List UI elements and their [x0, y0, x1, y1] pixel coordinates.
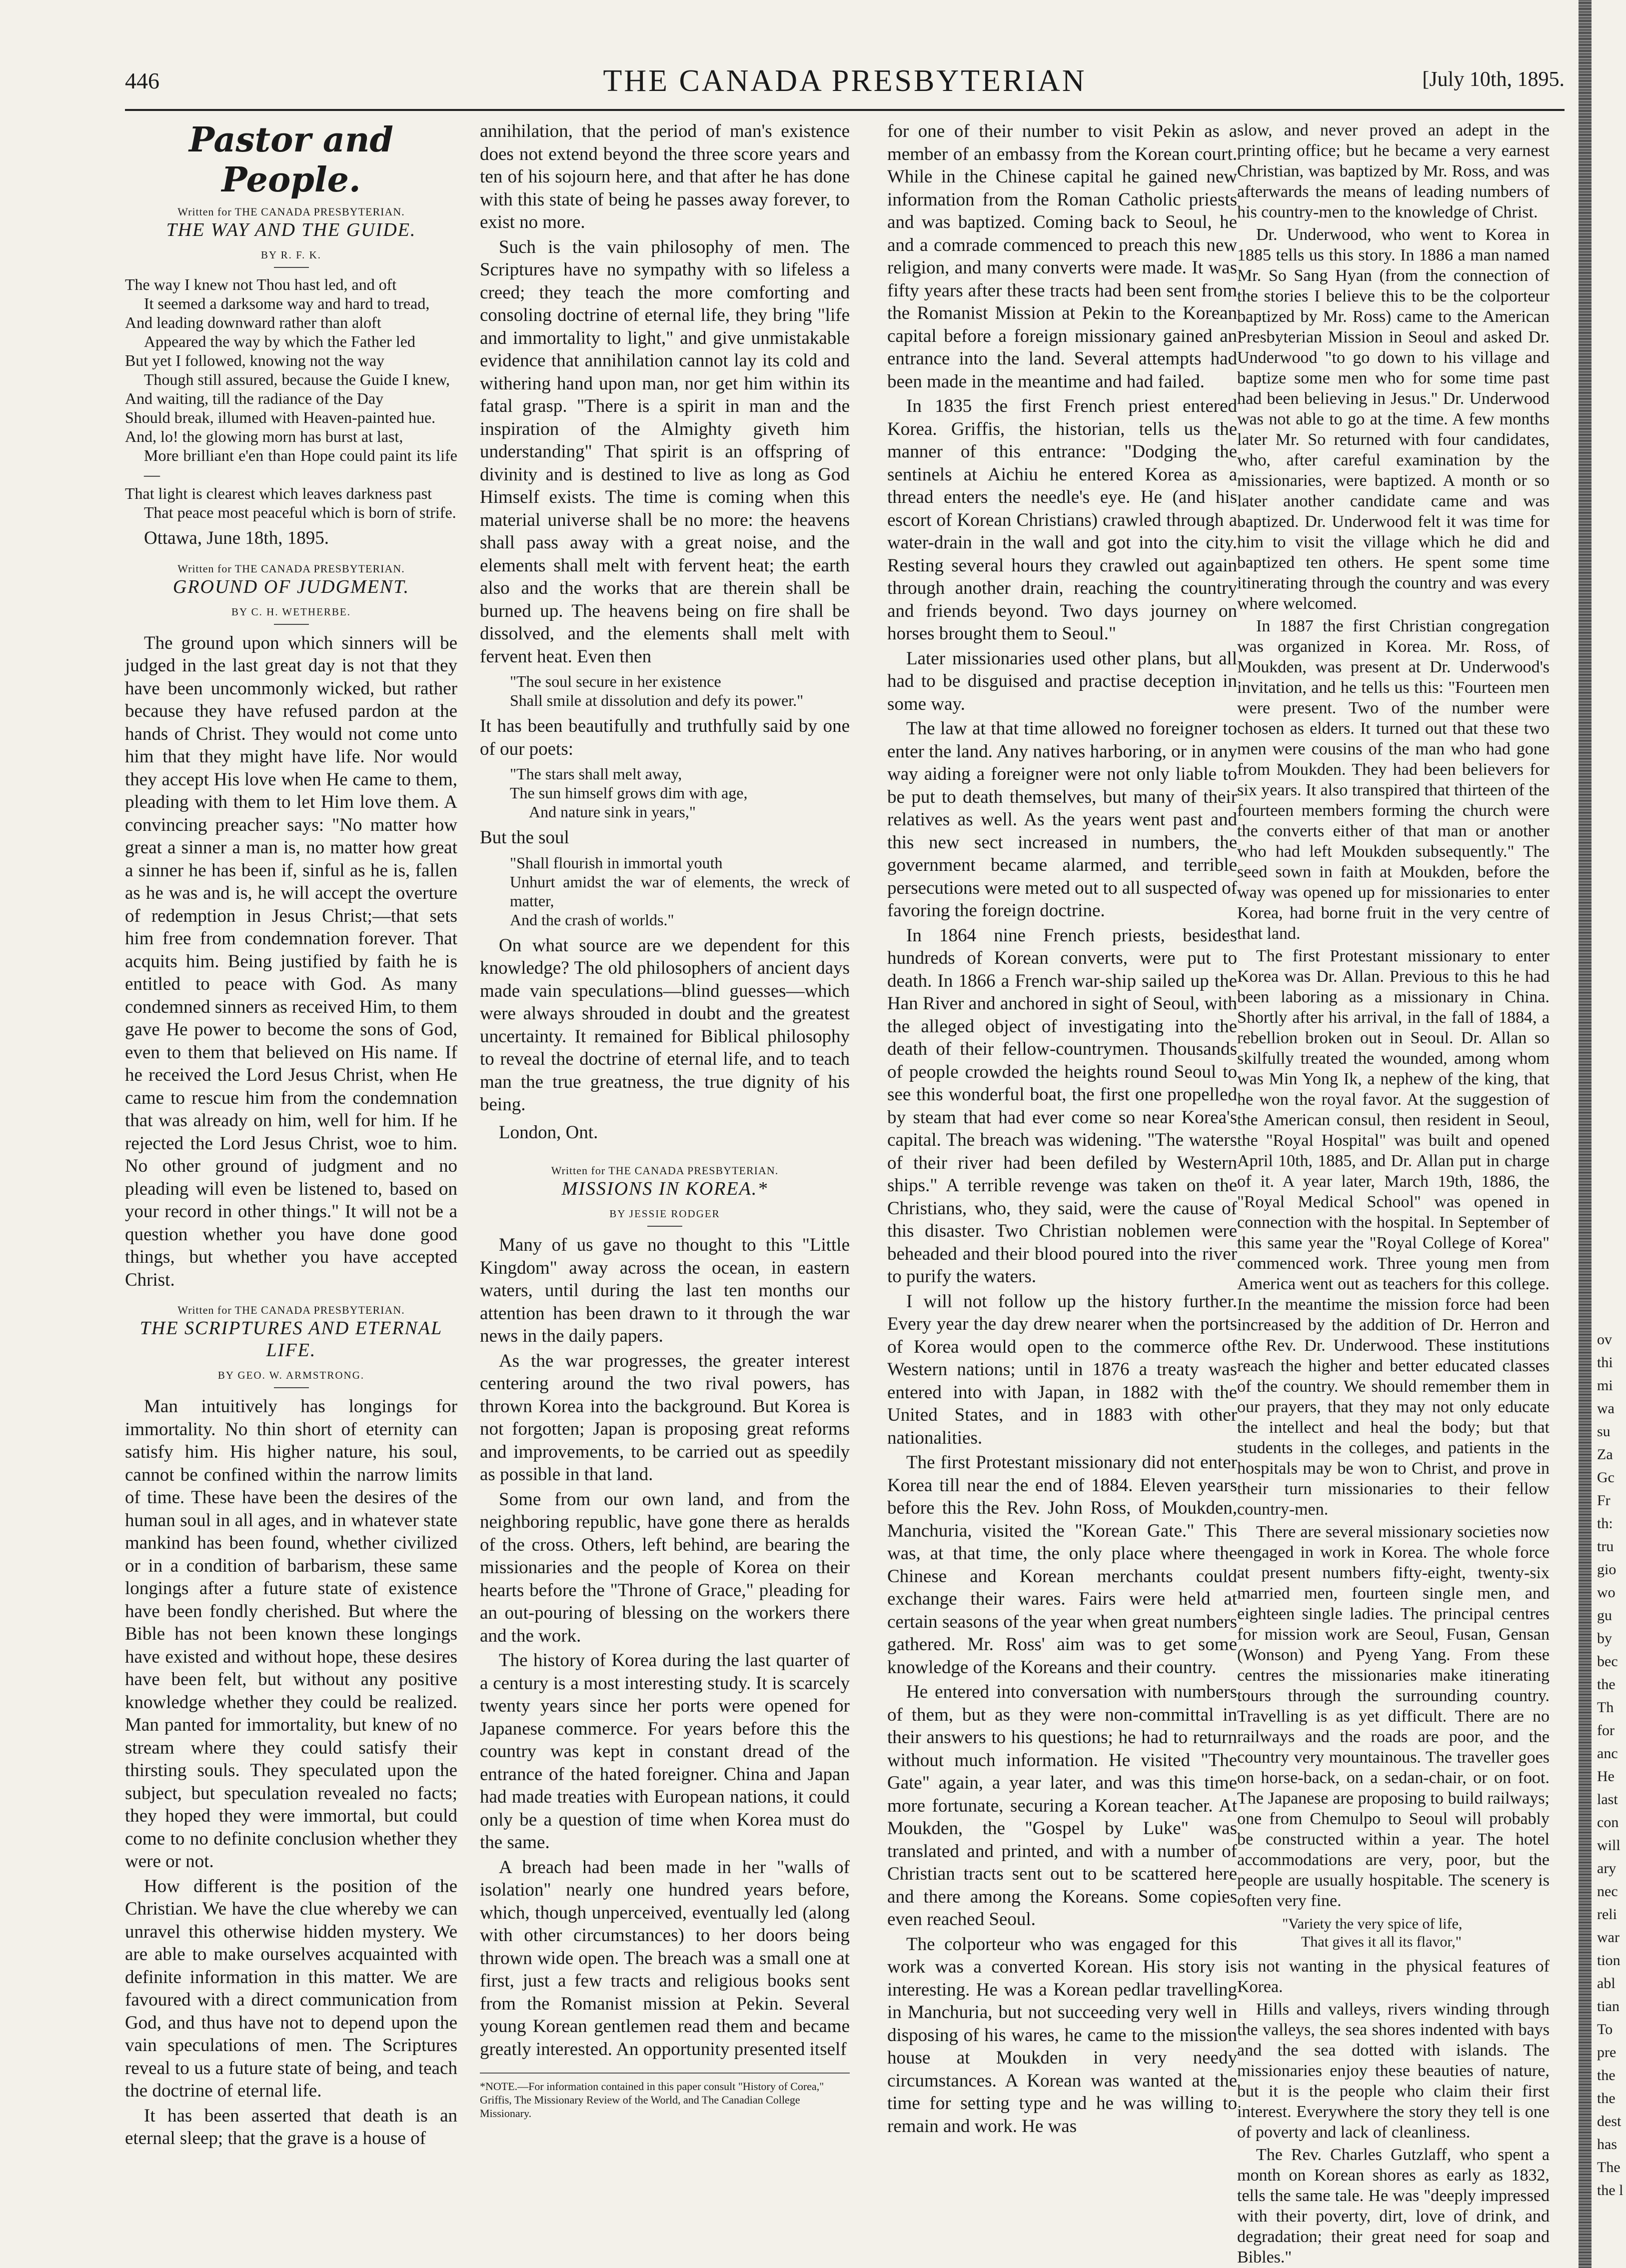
page-header — [125, 64, 1565, 107]
margin-fragment: To — [1597, 2021, 1613, 2038]
column-2 — [480, 120, 850, 2210]
paragraph: He entered into conversation with numbers of them, but as they were non-committal in their answers to his questions; he had to return without much information. He visited "The Gate" again, a year later, and was this time more fortunate, securing a Korean teacher. At Moukden, the "Gospel by Luke" was translated and printed, and with a number of Christian tracts sent out to be scattered here and there among the Koreans. Some copies even reached Seoul. — [887, 1682, 1237, 1930]
paragraph: Such is the vain philosophy of men. The Scriptures have no sympathy with so lifeless a creed; they teach the more comforting and consoling doctrine of eternal life, they bring "life and immortality to light," and give unmistakable evidence that annihilation cannot lay its cold and withering hand upon man, nor get him within its fatal grasp. "There is a spirit in man and the inspiration of the Almighty giveth him understanding" That spirit is an offspring of divinity and is destined to live as long as God Himself exists. The time is coming when this material universe shall be no more: the heavens shall pass away with a great noise, and the elements shall melt with fervent heat; the earth also and the works that are therein shall be burned up. The heavens being on fire shall be dissolved, and the elements shall melt with fervent heat. Even then — [480, 236, 850, 667]
poem-line: And, lo! the glowing morn has burst at last, — [125, 427, 403, 445]
margin-fragment: gu — [1597, 1607, 1612, 1624]
poem-line: Should break, illumed with Heaven-painted hue. — [125, 408, 436, 426]
paragraph: The first Protestant missionary to enter Korea was Dr. Allan. Previous to this he had been laboring as a missionary in China. Shortly after his arrival, in the fall of 1884, a rebellion broken out in Seoul. Dr. Allan so skilfully treated the wounded, among whom was Min Yong Ik, a nephew of the king, that he won the royal favor. At the suggestion of the American consul, then resident in Seoul, the "Royal Hospital" was built and opened April 10th, 1885, and Dr. Allan put in charge of it. A year later, March 19th, 1886, the "Royal Medical School" was opened in connection with the hospital. In September of this same year the "Royal College of Korea" commenced work. Three young men from America went out as teachers for this college. In the meantime the mission force had been increased by the addition of Dr. Herron and the Rev. Dr. Underwood. These institutions reach the higher and better educated classes of the country. We should remember them in our prayers, that they may not only educate the intellect and heal the body; but that students in the colleges, and patients in the hospitals may be won to Christ, and prove in their turn missionaries to their fellow country-men. — [1237, 947, 1550, 1519]
margin-fragment: wa — [1597, 1400, 1615, 1417]
paragraph: The law at that time allowed no foreigner to enter the land. Any natives harboring, or in any way aiding a foreigner were not only liable to be put to death themselves, but many of their relatives as well. As the years went past and this new sect increased in numbers, the government became alarmed, and terrible persecutions were meted out to all suspected of favoring the foreign doctrine. — [887, 718, 1237, 921]
column-4 — [1237, 120, 1550, 2267]
paragraph: As the war progresses, the greater interest centering around the two rival powers, has thrown Korea into the background. But Korea is not forgotten; Japan is proposing great reforms and improvements, to be carried out as speedily as possible in that land. — [480, 1350, 850, 1485]
poem-line: That light is clearest which leaves darkness past — [125, 484, 432, 502]
paragraph: It has been beautifully and truthfully said by one of our poets: — [480, 716, 850, 759]
paragraph: But the soul — [480, 827, 569, 848]
article-byline: BY GEO. W. ARMSTRONG. — [217, 1369, 365, 1381]
paragraph: On what source are we dependent for this knowledge? The old philosophers of ancient days made vain speculations—blind guesses—which were always shrouded in doubt and the greatest uncertainty. It remained for Biblical philosophy to reveal the doctrine of eternal life, and to teach man the true greatness, the true dignity of his being. — [480, 935, 850, 1115]
article-title: THE SCRIPTURES AND ETERNAL LIFE. — [139, 1318, 443, 1361]
margin-fragment: by — [1597, 1630, 1612, 1647]
footnote: *NOTE.—For information contained in this paper consult "History of Corea," Griffis, The Missionary Review of the World, and The Canadian College Missionary. — [480, 2073, 850, 2120]
margin-fragment: anc — [1597, 1745, 1618, 1762]
margin-fragment: gio — [1597, 1561, 1617, 1578]
margin-fragment: has — [1597, 2136, 1617, 2153]
page-number: 446 — [125, 68, 159, 93]
margin-fragment: th: — [1597, 1515, 1613, 1532]
margin-fragment: reli — [1597, 1906, 1617, 1923]
paragraph: A breach had been made in her "walls of isolation" nearly one hundred years before, which, though unperceived, eventually led (along with other circumstances) to her doors being thrown wide open. The breach was a small one at first, just a few tracts and religious books sent from the Romanist mission at Pekin. Several young Korean gentlemen read them and became greatly interested. An opportunity presented itself — [480, 1857, 850, 2060]
paragraph: It has been asserted that death is an eternal sleep; that the grave is a house of — [125, 2105, 457, 2149]
paragraph: slow, and never proved an adept in the printing office; but he became a very earnest Christian, was baptized by Mr. Ross, and was afterwards the means of leading numbers of his country-men to the knowledge of Christ. — [1237, 121, 1550, 221]
poem-line: Appeared the way by which the Father led — [144, 332, 415, 350]
margin-fragment: su — [1597, 1423, 1611, 1440]
verse-line: That gives it all its flavor," — [1301, 1934, 1462, 1950]
newspaper-title: THE CANADA PRESBYTERIAN — [603, 64, 1087, 98]
paragraph: The first Protestant missionary did not enter Korea till near the end of 1884. Eleven years before this the Rev. John Ross, of Moukden, Manchuria, visited the "Korean Gate." This was, at that time, the only place where the Chinese and Korean merchants could exchange their wares. Fairs were held at certain seasons of the year when great numbers gathered. Mr. Ross' aim was to get some knowledge of the Koreans and their country. — [887, 1452, 1237, 1678]
margin-fragment: He — [1597, 1768, 1615, 1785]
margin-fragment: pre — [1597, 2044, 1617, 2061]
margin-fragment: tian — [1597, 1998, 1620, 2015]
poem-signoff: Ottawa, June 18th, 1895. — [144, 528, 329, 548]
margin-fragment: The — [1597, 2159, 1621, 2176]
margin-fragment: thi — [1597, 1354, 1613, 1371]
article-byline: BY JESSIE RODGER — [609, 1208, 720, 1220]
verse-quote — [510, 672, 850, 710]
poem-line: Though still assured, because the Guide I knew, — [144, 370, 450, 388]
margin-fragment: the — [1597, 2067, 1616, 2084]
poem-line: More brilliant e'en than Hope could paint its life— — [144, 446, 457, 483]
margin-fragment: war — [1597, 1929, 1620, 1946]
paragraph: is not wanting in the physical features of Korea. — [1237, 1957, 1550, 1996]
verse-line: "The soul secure in her existence — [510, 672, 721, 690]
margin-fragment: bec — [1597, 1653, 1618, 1670]
margin-fragment: dest — [1597, 2113, 1622, 2130]
paragraph: The ground upon which sinners will be judged in the last great day is not that they have been uncommonly wicked, but rather because they have refused pardon at the hands of Christ. They would not come unto him that they might have life. Nor would they accept His love when He came to them, pleading with them to let Him love them. A convincing preacher says: "No matter how great a sinner a man is, no matter how great a sinner he has been if, sinful as he is, fallen as he was and is, he will accept the overture of redemption in Jesus Christ;—that sets him free from condemnation forever. That acquits him. Being justified by faith he is entitled to peace with God. As many condemned sinners as received Him, to them gave He power to become the sons of God, even to them that believed on His name. If he received the Lord Jesus Christ, when He came to rescue him from the condemnation that was already on him, well for him. If he rejected the Lord Jesus Christ, woe to him. No other ground of judgment and no pleading will even be listened to, based on your record in other things." It will not be a question whether you have done good things, but whether you have accepted Christ. — [125, 632, 457, 1290]
article-credit: Written for THE CANADA PRESBYTERIAN. — [177, 562, 405, 575]
paragraph: I will not follow up the history further. Every year the day drew nearer when the ports of Korea would open to the commerce of Western nations; until in 1876 a treaty was entered into with Japan, in 1882 with the United States, and in 1883 with other nationalities. — [887, 1291, 1237, 1448]
margin-fragment: con — [1597, 1814, 1619, 1831]
verse-line: "Shall flourish in immortal youth — [510, 853, 723, 872]
margin-fragment: nec — [1597, 1883, 1618, 1900]
article-title: MISSIONS IN KOREA.* — [561, 1178, 768, 1199]
margin-fragment: last — [1597, 1791, 1618, 1808]
binding-edge — [1579, 0, 1592, 2268]
article-credit: Written for THE CANADA PRESBYTERIAN. — [177, 1304, 405, 1316]
margin-fragment: mi — [1597, 1377, 1613, 1394]
paragraph: Hills and valleys, rivers winding through the valleys, the sea shores indented with bays and the sea dotted with islands. The missionaries enjoy these beauties of nature, but it is the people who claim their first interest. Everywhere the story they tell is one of poverty and lack of cleanliness. — [1237, 2000, 1550, 2142]
paragraph: Man intuitively has longings for immortality. No thin short of eternity can satisfy him. His higher nature, his soul, cannot be confined within the narrow limits of time. These have been the desires of the human soul in all ages, and in whatever state mankind has been found, whether civilized or in a condition of barbarism, these same longings after a future state of existence have been fondly cherished. But where the Bible has not been known these longings have existed and without hope, these desires have been felt, but without any positive knowledge whether they could be realized. Man panted for immortality, but knew of no stream where they could satisfy their thirsting souls. They speculated upon the subject, but speculation revealed no facts; they hoped they were immortal, but could come to no definite conclusion whether they were or not. — [125, 1396, 457, 1872]
margin-fragment: ary — [1597, 1860, 1617, 1877]
verse-quote — [510, 764, 850, 821]
margin-fragment: the — [1597, 1676, 1616, 1693]
paragraph: The Rev. Charles Gutzlaff, who spent a month on Korean shores as early as 1832, tells the same tale. He was "deeply impressed with their poverty, dirt, love of drink, and degradation; their great need for soap and Bibles." — [1237, 2146, 1550, 2267]
poem-line: And leading downward rather than aloft — [125, 313, 381, 331]
margin-fragment: Th — [1597, 1699, 1614, 1716]
divider — [647, 1226, 682, 1227]
verse-line: The sun himself grows dim with age, — [510, 784, 748, 802]
paragraph: There are several missionary societies now engaged in work in Korea. The whole force at present numbers fifty-eight, twenty-six married men, fourteen single men, and eighteen single ladies. The principal centres for mission work are Seoul, Fusan, Gensan (Wonson) and Pyeng Yang. From these centres the missionaries make itinerating tours through the surrounding country. Travelling is as yet difficult. There are no railways and the roads are poor, and the country very mountainous. The traveller goes on horse-back, on a sedan-chair, or on foot. The Japanese are proposing to build railways; one from Chemulpo to Seoul will probably be constructed within a year. The hotel accommodations are very, poor, but the people are usually hospitable. The scenery is often very fine. — [1237, 1523, 1550, 1910]
verse-quote — [1282, 1915, 1550, 1951]
margin-fragment: will — [1597, 1837, 1621, 1854]
poem-byline: BY R. F. K. — [260, 249, 322, 261]
verse-line: And nature sink in years," — [529, 803, 696, 821]
margin-fragment: tru — [1597, 1538, 1614, 1555]
verse-line: "The stars shall melt away, — [510, 765, 682, 783]
poem-line: And waiting, till the radiance of the Day — [125, 389, 384, 407]
header-rule — [125, 109, 1565, 111]
verse-quote — [510, 853, 850, 929]
divider — [274, 1387, 309, 1388]
poem-body — [125, 275, 457, 522]
margin-fragment: Gc — [1597, 1469, 1615, 1486]
paragraph: In 1887 the first Christian congregation was organized in Korea. Mr. Ross, of Moukden, was present at Dr. Underwood's invitation, and he tells us this: "Fourteen men were present. Two of the number were chosen as elders. It turned out that these two men were cousins of the man who had gone from Moukden. They had been believers for six years. It also transpired that thirteen of the fourteen members forming the church were the converts either of that man or another who had left Moukden subsequently." The seed sown in faith at Moukden, before the way was opened up for missionaries to enter Korea, had borne fruit in the very centre of that land. — [1237, 617, 1550, 943]
paragraph: Some from our own land, and from the neighboring republic, have gone there as heralds of the cross. Others, left behind, are bearing the missionaries and the people of Korea on their hearts before the "Throne of Grace," pleading for an out-pouring of blessing on the workers there and the work. — [480, 1489, 850, 1646]
divider — [274, 624, 309, 625]
issue-date: [July 10th, 1895. — [1422, 68, 1565, 91]
article-byline: BY C. H. WETHERBE. — [231, 605, 351, 618]
article-credit: Written for THE CANADA PRESBYTERIAN. — [551, 1164, 779, 1177]
paragraph: In 1835 the first French priest entered Korea. Griffis, the historian, tells us the manner of this entrance: "Dodging the sentinels at Aichiu he entered Korea as a thread enters the needle's eye. He (and his escort of Korean Christians) crawled through a water-drain in the wall and got into the city. Resting several hours they crawled out again through another drain, reaching the country and friends beyond. Two days journey on horses brought them to Seoul." — [887, 396, 1237, 644]
poem-line: It seemed a darksome way and hard to tread, — [144, 294, 430, 312]
margin-fragment: the l — [1597, 2182, 1624, 2199]
divider — [274, 267, 309, 268]
margin-fragment: tion — [1597, 1952, 1621, 1969]
poem-line: The way I knew not Thou hast led, and oft — [125, 275, 397, 293]
margin-fragment: the — [1597, 2090, 1616, 2107]
column-3 — [887, 120, 1237, 2210]
margin-fragment: wo — [1597, 1584, 1616, 1601]
poem-line: But yet I followed, knowing not the way — [125, 351, 385, 369]
paragraph: Later missionaries used other plans, but all had to be disguised and practise deception in some way. — [887, 648, 1237, 714]
paragraph: How different is the position of the Christian. We have the clue whereby we can unravel this otherwise hidden mystery. We are able to make ourselves acquainted with definite information in this matter. We are favoured with a direct communication from God, and thus have not to depend upon the vain speculations of men. The Scriptures reveal to us a future state of being, and teach the doctrine of eternal life. — [125, 1876, 457, 2101]
verse-line: Shall smile at dissolution and defy its power." — [510, 691, 804, 709]
margin-fragment: Za — [1597, 1446, 1613, 1463]
margin-fragment: Fr — [1597, 1492, 1611, 1509]
poem-line: That peace most peaceful which is born of strife. — [144, 503, 456, 521]
section-title: Pastor and People. — [189, 120, 393, 200]
margin-fragment: abl — [1597, 1975, 1616, 1992]
paragraph: Many of us gave no thought to this "Little Kingdom" away across the ocean, in eastern waters, until during the last ten months our attention has been drawn to it through the war news in the daily papers. — [480, 1235, 850, 1346]
verse-line: Unhurt amidst the war of elements, the wreck of matter, — [510, 872, 850, 910]
paragraph: In 1864 nine French priests, besides hundreds of Korean converts, were put to death. In 1866 a French war-ship sailed up the Han River and anchored in sight of Seoul, with the alleged object of investigating into the death of their fellow-countrymen. Thousands of people crowded the heights round Seoul to see this wonderful boat, the first one propelled by steam that had ever come so near Korea's capital. The breach was widening. "The waters of their river had been defiled by Western ships." A terrible revenge was taken on the Christians, who, they said, were the cause of this disaster. Two Christian noblemen were beheaded and their blood poured into the river to purify the waters. — [887, 925, 1237, 1287]
paragraph: The history of Korea during the last quarter of a century is a most interesting study. It is scarcely twenty years since her ports were opened for Japanese commerce. For years before this the country was kept in constant dread of the entrance of the hated foreigner. China and Japan had made treaties with European nations, it could only be a question of time when Korea must do the same. — [480, 1650, 850, 1853]
margin-fragment: for — [1597, 1722, 1615, 1739]
verse-line: And the crash of worlds." — [510, 910, 674, 929]
column-1 — [125, 120, 457, 2210]
article-title: GROUND OF JUDGMENT. — [172, 576, 410, 597]
signoff: London, Ont. — [499, 1122, 598, 1143]
poem-title: THE WAY AND THE GUIDE. — [166, 219, 416, 240]
paragraph: Dr. Underwood, who went to Korea in 1885 tells us this story. In 1886 a man named Mr. So Sang Hyan (from the connection of the stories I believe this to be the colporteur baptized by Mr. Ross) came to the American Presbyterian Mission in Seoul and asked Dr. Underwood "to go down to his village and baptize some men who for some time past had been believing in Jesus." Dr. Underwood was not able to go at the time. A few months later Mr. So returned with four candidates, who, after careful examination by the missionaries, were baptized. A month or so later another candidate came and was baptized. Dr. Underwood felt it was time for him to visit the village which he did and baptized ten others. He spent some time itinerating through the country and was every where welcomed. — [1237, 225, 1550, 613]
paragraph: for one of their number to visit Pekin as a member of an embassy from the Korean court. While in the Chinese capital he gained new information from the Roman Catholic priests and was baptized. Coming back to Seoul, he and a comrade commenced to preach this new religion, and many converts were made. It was fifty years after these tracts had been sent from the Romanist Mission at Pekin to the Korean capital before a foreign missionary gained an entrance into the land. Several attempts had been made in the meantime and had failed. — [887, 121, 1237, 392]
poem-credit: Written for THE CANADA PRESBYTERIAN. — [177, 205, 405, 218]
paragraph: The colporteur who was engaged for this work was a converted Korean. His story is interesting. He was a Korean pedlar travelling in Manchuria, but not succeeding very well in disposing of his wares, he came to the mission house at Moukden in very needy circumstances. A Korean was wanted at the time for setting type and he was willing to remain and work. He was — [887, 1934, 1237, 2137]
verse-line: "Variety the very spice of life, — [1282, 1916, 1463, 1932]
paragraph: annihilation, that the period of man's existence does not extend beyond the three score years and ten of his sojourn here, and that after he has done with this state of being he passes away forever, to exist no more. — [480, 121, 850, 232]
margin-fragment: ov — [1597, 1331, 1612, 1348]
